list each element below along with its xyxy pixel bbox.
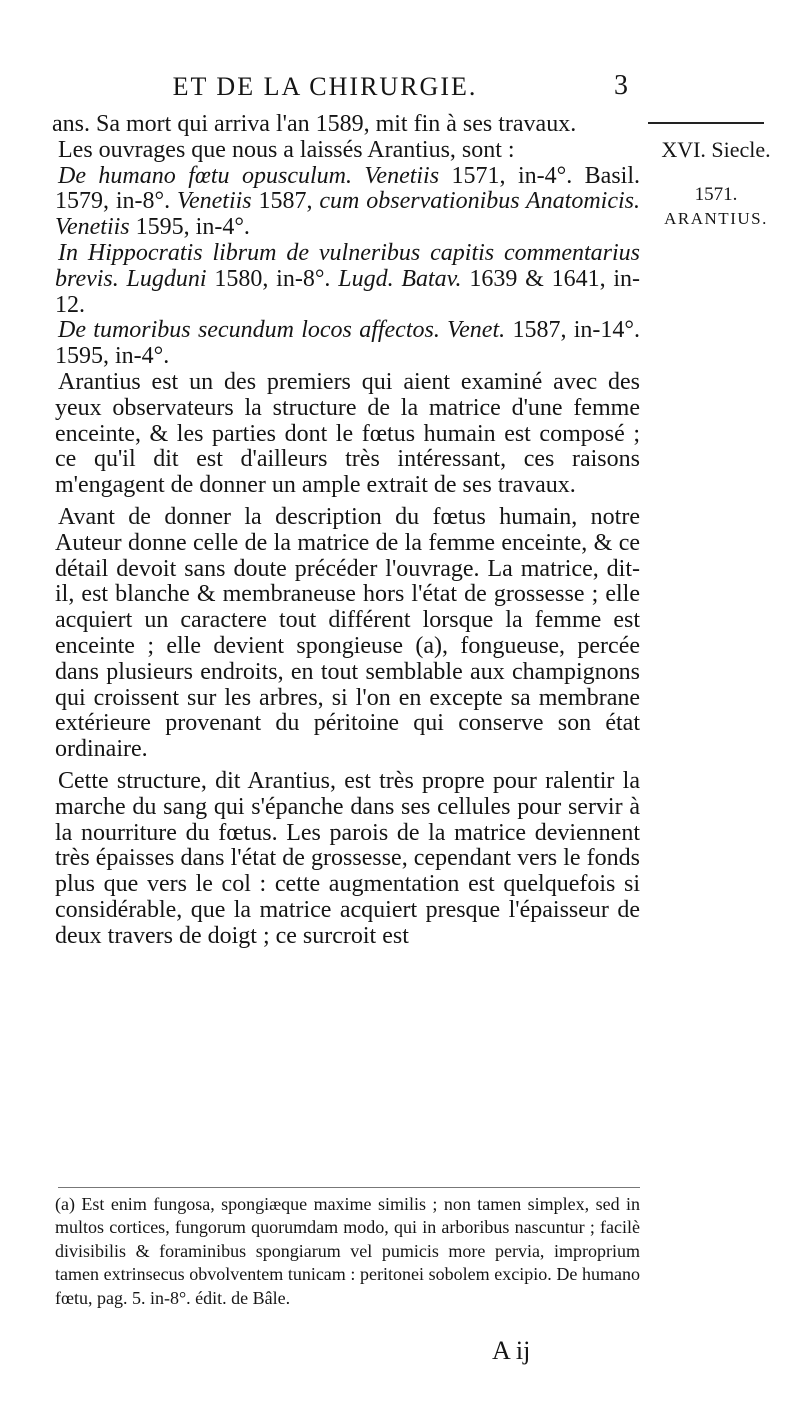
footnote-rule — [58, 1187, 640, 1188]
footnote-a: (a) Est enim fungosa, spongiæque maxime similis ; non tamen simplex, sed in multos cortices, fungorum quorumdam modo, qui in arboribus nascuntur ; facilè divisibilis & foraminibus spongiarum vel pumicis more pervia, improprium tamen extrinsecus obvolventem tunicam : peritonei sobolem excipio. De humano fœtu, pag. 5. in-8°. édit. de Bâle. — [55, 1194, 640, 1308]
work-entry-2 — [55, 241, 640, 318]
works-intro: Les ouvrages que nous a laissés Arantius, sont : — [58, 136, 515, 163]
work-1-note: cum observationibus Anatomicis. Venetiis — [55, 188, 641, 241]
margin-rule — [648, 122, 764, 124]
paragraph-1: Arantius est un des premiers qui aient examiné avec des yeux observateurs la structure de la matrice d'une femme enceinte, & les parties dont le fœtus humain est composé ; ce qu'il dit est d'ailleurs très intéressant, ces raisons m'engagent de donner un ample extrait de ses travaux. — [55, 368, 640, 499]
work-2-edition: 1580, in-8°. — [214, 265, 331, 292]
paragraph-2: Avant de donner la description du fœtus humain, notre Auteur donne celle de la matrice de la femme enceinte, & ce détail devoit sans doute précéder l'ouvrage. La matrice, dit-il, est blanche & membraneuse hors l'état de grossesse ; elle acquiert un caractere tout différent lorsque la femme est enceinte ; elle devient spongieuse (a), fongueuse, percée dans plusieurs endroits, en tout semblable aux champignons qui croissent sur les arbres, si l'on en excepte sa membrane extérieure provenant du péritoine qui conserve son état ordinaire. — [55, 503, 640, 763]
margin-century: XVI. Siecle. — [661, 137, 771, 162]
margin-notes — [636, 136, 796, 230]
work-3-title: De tumoribus secundum locos affectos. Venet. — [58, 317, 506, 344]
work-1-edition: 1571, in-4°. Basil. 1579, in-8°. — [55, 162, 641, 215]
margin-author-name: ARANTIUS. — [664, 209, 768, 228]
work-3-edition: 1587, in-14°. 1595, in-4°. — [55, 317, 641, 370]
footnotes — [55, 1193, 640, 1310]
running-title: ET DE LA CHIRURGIE. — [172, 72, 478, 101]
work-1-place: Venetiis — [177, 188, 252, 215]
work-2-place: Lugd. Batav. — [338, 265, 462, 292]
paragraph-3: Cette structure, dit Arantius, est très propre pour ralentir la marche du sang qui s'épanche dans ses cellules pour servir à la nourriture du fœtus. Les parois de la matrice deviennent très épaisses dans l'état de grossesse, cependant vers le fonds plus que vers le col : cette augmentation est quelquefois si considérable, que la matrice acquiert presque l'épaisseur de deux travers de doigt ; ce surcroit est — [55, 767, 640, 949]
margin-year: 1571. — [694, 184, 738, 205]
work-2-final: 1639 & 1641, in-12. — [55, 265, 641, 318]
signature-mark: A ij — [492, 1336, 531, 1365]
work-entry-1 — [55, 164, 640, 241]
work-1-title: De humano fœtu opusculum. Venetiis — [58, 162, 440, 189]
work-1-final: 1595, in-4°. — [135, 214, 250, 241]
main-text — [52, 111, 641, 950]
page-number: 3 — [614, 70, 628, 101]
work-2-title: In Hippocratis librum de vulneribus capitis commentarius brevis. Lugduni — [55, 239, 640, 292]
work-entry-3 — [55, 318, 640, 370]
carryover-text: ans. Sa mort qui arriva l'an 1589, mit fin à ses travaux. — [52, 111, 577, 137]
work-1-year: 1587, — [258, 188, 313, 215]
